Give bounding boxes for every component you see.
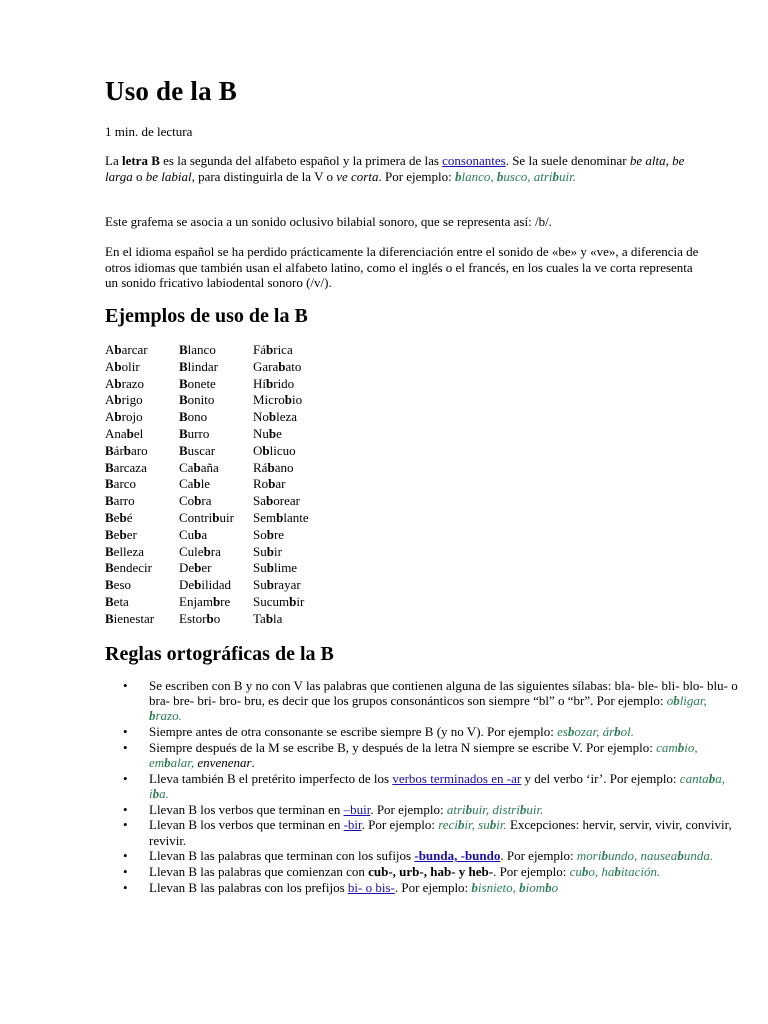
example-word: Debilidad — [179, 577, 232, 593]
example-word: Blanco — [179, 342, 216, 357]
example-word: Híbrido — [253, 375, 295, 391]
text-run: , para distinguirla de la V o — [191, 168, 337, 184]
example-word: Contribuir — [179, 509, 234, 525]
rule-text: . Por ejemplo: — [370, 801, 447, 817]
rule-tail: . — [251, 755, 255, 771]
example-word: atribuir — [533, 168, 573, 184]
consonantes-link[interactable]: consonantes — [442, 153, 506, 168]
page-title: Uso de la B — [105, 76, 237, 106]
example-word: Belleza — [105, 543, 144, 559]
example-word: busco — [496, 168, 528, 184]
rule-examples: atribuir, distribuir. — [446, 801, 544, 817]
example-word: Beta — [105, 593, 129, 609]
rule-examples: moribundo, nauseabunda. — [576, 848, 714, 864]
separator: . — [572, 168, 577, 184]
example-word: Cobra — [179, 493, 212, 509]
rule-extra-example: envenenar — [194, 755, 252, 771]
example-word: Barcaza — [105, 459, 147, 475]
read-time: 1 min. de lectura — [105, 124, 193, 139]
example-word: Estorbo — [179, 610, 221, 626]
example-word: Tabla — [253, 610, 283, 626]
example-word: Saborear — [253, 493, 300, 509]
rule-text: Llevan B las palabras que terminan con los sufijos — [149, 848, 415, 864]
example-word: Semblante — [253, 509, 309, 525]
example-word: Cabaña — [179, 459, 219, 475]
intro-paragraph-1 — [105, 153, 700, 184]
example-word: Buscar — [179, 442, 216, 458]
bir-link[interactable]: -bir — [343, 817, 362, 833]
example-word: Nube — [253, 425, 282, 441]
intro-paragraph-2: Este grafema se asocia a un sonido oclusivo bilabial sonoro, que se representa así: /b/. — [105, 214, 552, 229]
example-word: Robar — [253, 476, 286, 492]
example-word: Bienestar — [105, 610, 155, 626]
example-word: Bono — [179, 409, 208, 425]
separator: , — [527, 168, 534, 184]
rule-text: Lleva también B el pretérito imperfecto de los — [149, 770, 393, 786]
example-word: Oblicuo — [253, 442, 296, 458]
example-word: Beber — [105, 526, 137, 542]
rule-text: . Por ejemplo: — [493, 863, 570, 879]
rule-item — [149, 817, 739, 847]
rule-text: Siempre antes de otra consonante se escribe siempre B (y no V). Por ejemplo: — [149, 724, 558, 740]
separator: , — [490, 168, 497, 184]
example-word: Rábano — [253, 459, 294, 475]
examples-column-2 — [179, 342, 234, 628]
rule-examples: recibir, subir. — [438, 817, 507, 833]
rule-text: . Por ejemplo: — [361, 817, 439, 833]
examples-heading: Ejemplos de uso de la B — [105, 305, 308, 327]
example-word: Bebé — [105, 509, 133, 525]
rules-list — [105, 678, 739, 895]
example-word: Barco — [105, 476, 137, 492]
example-word: Bonete — [179, 375, 216, 391]
rule-text: y del verbo ‘ir’. Por ejemplo: — [521, 770, 680, 786]
example-word: Garabato — [253, 358, 302, 374]
text-run-italic: be labial — [145, 168, 192, 184]
example-word: Enjambre — [179, 593, 231, 609]
example-word: Cuba — [179, 526, 208, 542]
rule-text: . Por ejemplo: — [394, 879, 472, 895]
text-run-italic: be alta, be larga — [105, 153, 685, 184]
text-run-bold: letra B — [121, 153, 160, 168]
rule-text: Llevan B los verbos que terminan en — [149, 817, 344, 833]
rule-examples: obligar, brazo. — [149, 693, 707, 724]
rule-tail: Excepciones: hervir, servir, vivir, convivir, revivir. — [149, 817, 732, 848]
rule-examples: cantaba, iba. — [149, 770, 725, 801]
example-word: Blindar — [179, 358, 218, 374]
example-word: Cable — [179, 476, 211, 492]
example-word: Abolir — [105, 358, 140, 374]
rule-text: Siempre después de la M se escribe B, y después de la letra N siempre se escribe V. Por ejemplo: — [149, 739, 657, 755]
rule-text: Llevan B las palabras que comienzan con — [149, 863, 369, 879]
rule-item — [149, 848, 739, 863]
rule-item — [149, 802, 739, 817]
examples-column-3 — [253, 342, 309, 628]
example-word: Beso — [105, 577, 132, 593]
rule-examples: esbozar, árbol. — [557, 724, 635, 740]
example-word: Microbio — [253, 392, 303, 408]
example-word: Sublime — [253, 560, 298, 576]
example-word: Abarcar — [105, 342, 148, 357]
text-run: La — [105, 153, 122, 168]
example-word: Bonito — [179, 392, 215, 408]
example-word: Sucumbir — [253, 593, 305, 609]
rule-text: . Por ejemplo: — [500, 848, 577, 864]
rule-bold-prefixes: cub-, urb-, hab- y heb- — [368, 863, 494, 879]
bi-bis-link[interactable]: bi- o bis- — [347, 879, 395, 895]
example-word: Abrojo — [105, 409, 143, 425]
example-word: Abrigo — [105, 392, 143, 408]
example-word: Culebra — [179, 543, 221, 559]
example-word: Abrazo — [105, 375, 144, 391]
rule-text: Llevan B los verbos que terminan en — [149, 801, 344, 817]
verbos-ar-link[interactable]: verbos terminados en -ar — [392, 770, 522, 786]
intro-examples — [455, 169, 576, 184]
example-word: Nobleza — [253, 409, 298, 425]
buir-link[interactable]: –buir — [343, 801, 371, 817]
example-word: Bendecir — [105, 560, 152, 576]
rule-text: Llevan B las palabras con los prefijos — [149, 879, 348, 895]
example-word: Burro — [179, 425, 210, 441]
examples-column-1 — [105, 342, 154, 628]
example-word: Sobre — [253, 526, 285, 542]
example-word: Subrayar — [253, 577, 301, 593]
example-word: Anabel — [105, 425, 144, 441]
rule-examples: bisnieto, biombo — [471, 879, 559, 895]
rule-examples: cubo, habitación. — [569, 863, 661, 879]
example-word: Bárbaro — [105, 442, 148, 458]
rule-item — [149, 678, 739, 724]
intro-paragraph-3: En el idioma español se ha perdido prácticamente la diferenciación entre el sonido de «be» y «ve», a diferencia de otros idiomas que también usan el alfabeto latino, como el inglés o el francés, en los cuales la ve corta representa un sonido fricativo labiodental sonoro (/v/). — [105, 244, 699, 290]
text-run: . Por ejemplo: — [378, 168, 456, 184]
rule-examples: cambio, embalar, — [149, 739, 698, 771]
example-word: Fábrica — [253, 342, 293, 357]
text-run-italic: ve corta — [336, 168, 379, 184]
rule-item — [149, 880, 739, 895]
text-run: o — [132, 168, 146, 184]
rule-item — [149, 740, 739, 770]
bunda-bundo-link[interactable]: -bunda, -bundo — [414, 848, 501, 864]
example-word: blanco — [455, 168, 491, 184]
example-word: Subir — [253, 543, 282, 559]
rule-item — [149, 864, 739, 879]
rule-item — [149, 771, 739, 801]
example-word: Barro — [105, 493, 135, 509]
rule-item — [149, 724, 739, 739]
rule-text: Se escriben con B y no con V las palabras que contienen alguna de las siguientes sílabas: bla- ble- bli- blo- blu- o bra- bre- bri- bro- bru, es decir que los grupos consonánticos son siempre “bl” o “br”. Por ejemplo: — [149, 678, 738, 709]
rules-heading: Reglas ortográficas de la B — [105, 643, 334, 665]
example-word: Deber — [179, 560, 212, 576]
text-run: . Se la suele denominar — [505, 153, 630, 168]
text-run: es la segunda del alfabeto español y la primera de las — [159, 153, 443, 168]
